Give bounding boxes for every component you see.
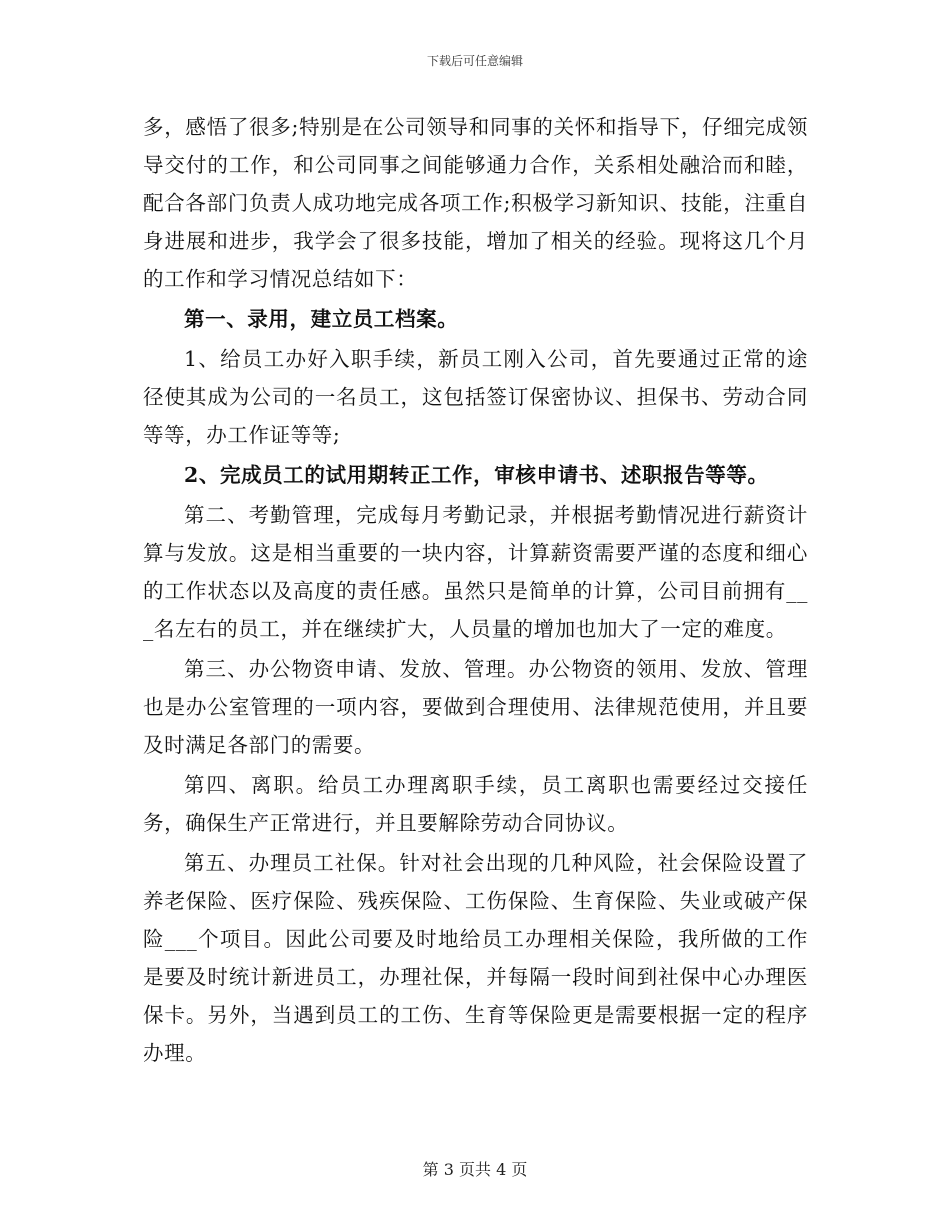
heading-item-2: 2、完成员工的试用期转正工作，审核申请书、述职报告等等。 bbox=[184, 463, 769, 487]
heading-section-1: 第一、录用，建立员工档案。 bbox=[184, 307, 459, 331]
page-header: 下载后可任意编辑 bbox=[426, 54, 523, 68]
paragraph-section-2: 第二、考勤管理，完成每月考勤记录，并根据考勤情况进行薪资计算与发放。这是相当重要的一块内容，计算薪资需要严谨的态度和细心的工作状态以及高度的责任感。虽然只是简单的计算，公司目前拥有___名左右的员工，并在继续扩大，人员量的增加也加大了一定的难度。 bbox=[143, 503, 808, 641]
paragraph-section-5: 第五、办理员工社保。针对社会出现的几种风险，社会保险设置了养老保险、医疗保险、残疾保险、工伤保险、生育保险、失业或破产保险___个项目。因此公司要及时地给员工办理相关保险，我所做的工作是要及时统计新进员工，办理社保，并每隔一段时间到社保中心办理医保卡。另外，当遇到员工的工伤、生育等保险更是需要根据一定的程序办理。 bbox=[143, 851, 808, 1065]
paragraph-item-1: 1、给员工办好入职手续，新员工刚入公司，首先要通过正常的途径使其成为公司的一名员工，这包括签订保密协议、担保书、劳动合同等等，办工作证等等; bbox=[143, 347, 808, 447]
paragraph-section-4: 第四、离职。给员工办理离职手续，员工离职也需要经过交接任务，确保生产正常进行，并且要解除劳动合同协议。 bbox=[143, 773, 808, 835]
paragraph-section-3: 第三、办公物资申请、发放、管理。办公物资的领用、发放、管理也是办公室管理的一项内容，要做到合理使用、法律规范使用，并且要及时满足各部门的需要。 bbox=[143, 657, 808, 757]
paragraph-intro: 多，感悟了很多;特别是在公司领导和同事的关怀和指导下，仔细完成领导交付的工作，和公司同事之间能够通力合作，关系相处融洽而和睦，配合各部门负责人成功地完成各项工作;积极学习新知识、技能，注重自身进展和进步，我学会了很多技能，增加了相关的经验。现将这几个月的工作和学习情况总结如下： bbox=[143, 115, 808, 291]
page-footer: 第 3 页共 4 页 bbox=[422, 1160, 528, 1179]
document-body bbox=[143, 108, 808, 1072]
